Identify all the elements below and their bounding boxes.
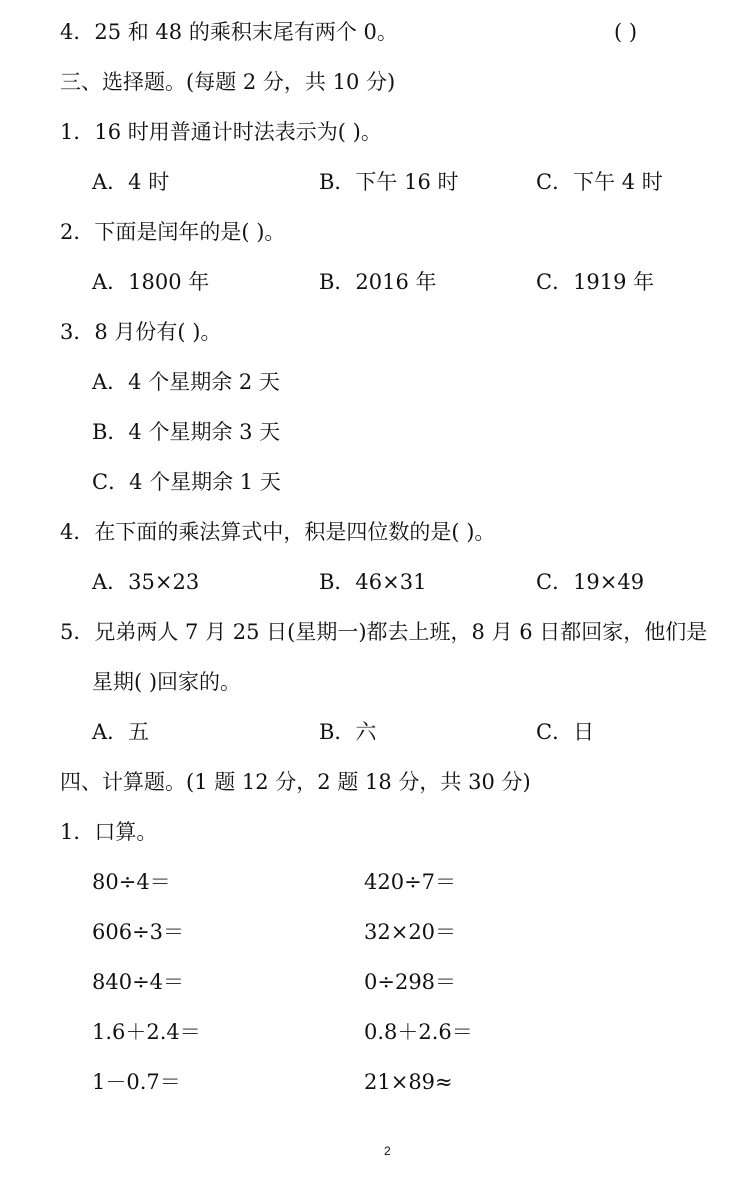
oral-problem: 0÷298＝ (364, 970, 457, 994)
page-number: 2 (384, 1144, 391, 1158)
option-a: A．35×23 (92, 570, 200, 594)
oral-problem: 21×89≈ (364, 1070, 453, 1094)
oral-problem: 420÷7＝ (364, 870, 457, 894)
option-b: B．六 (319, 720, 377, 744)
judge-item-text: 4．25 和 48 的乘积末尾有两个 0。 (60, 20, 398, 44)
option-a: A．1800 年 (92, 270, 210, 294)
option-c: C．日 (536, 720, 595, 744)
oral-problem: 1－0.7＝ (92, 1070, 181, 1094)
oral-problem: 0.8＋2.6＝ (364, 1020, 473, 1044)
option-a: A．4 时 (92, 170, 170, 194)
answer-blank: ( ) (614, 20, 638, 44)
oral-problem: 1.6＋2.4＝ (92, 1020, 201, 1044)
option-c: C．1919 年 (536, 270, 655, 294)
oral-problem: 80÷4＝ (92, 870, 171, 894)
oral-problem: 606÷3＝ (92, 920, 185, 944)
option-b: B．2016 年 (319, 270, 437, 294)
option-c: C．下午 4 时 (536, 170, 663, 194)
option-c: C．19×49 (536, 570, 645, 594)
oral-problem: 840÷4＝ (92, 970, 185, 994)
oral-problem: 32×20＝ (364, 920, 457, 944)
option-b: B．46×31 (319, 570, 427, 594)
option-b: B．下午 16 时 (319, 170, 459, 194)
option-a: A．五 (92, 720, 150, 744)
